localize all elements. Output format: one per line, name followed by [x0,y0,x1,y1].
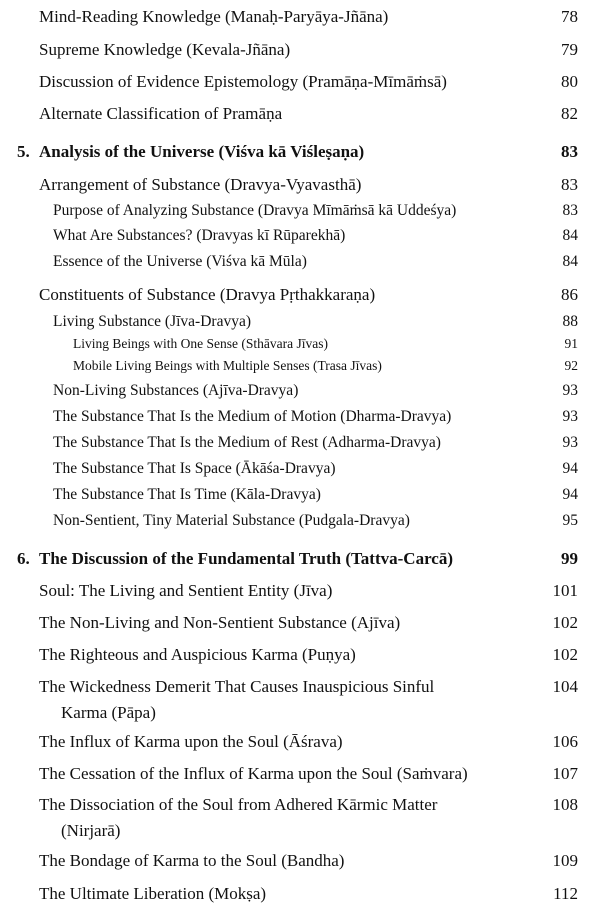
toc-entry [0,433,600,453]
toc-entry [0,312,600,332]
toc-entry-page: 83 [562,202,578,219]
toc-entry [0,731,600,753]
toc-entry-page: 86 [561,285,578,304]
toc-entry-title: The Substance That Is Time (Kāla-Dravya) [53,486,321,503]
toc-entry [0,883,600,905]
toc-entry-title: Non-Living Substances (Ajīva-Dravya) [53,382,299,399]
toc-entry-title: Arrangement of Substance (Dravya-Vyavasthā) [39,175,362,194]
toc-entry-title: Purpose of Analyzing Substance (Dravya Mīmāṁsā kā Uddeśya) [53,202,457,219]
toc-entry-page: 93 [562,382,578,399]
toc-entry-title: Supreme Knowledge (Kevala-Jñāna) [39,40,291,59]
toc-entry-page: 78 [561,7,578,26]
toc-entry [0,6,600,28]
chapter-number: 6. [17,549,30,568]
toc-entry-title: Living Substance (Jīva-Dravya) [53,313,251,330]
toc-entry-page: 93 [562,408,578,425]
toc-chapter [0,141,600,163]
toc-entry-title: Living Beings with One Sense (Sthāvara Jīvas) [73,336,328,351]
toc-entry [0,174,600,196]
toc-entry-title: Non-Sentient, Tiny Material Substance (Pudgala-Dravya) [53,512,410,529]
toc-entry-page: 104 [552,677,578,696]
toc-entry-title: The Ultimate Liberation (Mokṣa) [39,884,267,903]
toc-entry [0,674,600,726]
toc-entry-page: 95 [562,512,578,529]
toc-chapter [0,548,600,570]
toc-entry [0,763,600,785]
toc-entry-page: 99 [561,549,578,568]
toc-entry [0,201,600,221]
toc-entry-title: What Are Substances? (Dravyas kī Rūparekhā) [53,227,346,244]
toc-entry-page: 94 [562,460,578,477]
toc-entry [0,39,600,61]
toc-entry-title: The Righteous and Auspicious Karma (Puṇya) [39,645,356,664]
toc-entry-title: Essence of the Universe (Viśva kā Mūla) [53,253,307,270]
toc-entry [0,485,600,505]
toc-entry-page: 82 [561,104,578,123]
toc-entry [0,71,600,93]
toc-entry-page: 107 [552,764,578,783]
toc-entry-page: 101 [552,581,578,600]
toc-entry-title: The Cessation of the Influx of Karma upon the Soul (Saṁvara) [39,764,468,783]
toc-entry-title: Constituents of Substance (Dravya Pṛthakkaraṇa) [39,285,376,304]
toc-entry-title: Soul: The Living and Sentient Entity (Jīva) [39,581,333,600]
toc-entry-title-continued: (Nirjarā) [61,821,121,840]
toc-entry-page: 92 [564,358,578,373]
toc-entry-title: Alternate Classification of Pramāṇa [39,104,283,123]
toc-entry [0,792,600,844]
toc-entry-page: 79 [561,40,578,59]
toc-entry [0,850,600,872]
toc-entry-title: The Substance That Is the Medium of Motion (Dharma-Dravya) [53,408,452,425]
toc-entry [0,357,600,375]
chapter-number: 5. [17,142,30,161]
toc-entry [0,511,600,531]
toc-entry-page: 102 [552,645,578,664]
toc-entry-page: 83 [561,175,578,194]
toc-entry-title-continued: Karma (Pāpa) [61,703,156,722]
toc-entry-page: 108 [552,795,578,814]
toc-entry [0,407,600,427]
toc-entry-page: 94 [562,486,578,503]
toc-entry-title: The Wickedness Demerit That Causes Inauspicious Sinful [39,677,435,696]
toc-entry [0,252,600,272]
chapter-title: Analysis of the Universe (Viśva kā Viśleṣaṇa) [39,142,365,161]
toc-entry-page: 112 [553,884,578,903]
toc-entry [0,284,600,306]
toc-entry-page: 84 [562,227,578,244]
toc-entry [0,381,600,401]
toc-entry-title: The Bondage of Karma to the Soul (Bandha) [39,851,345,870]
toc-entry [0,580,600,602]
toc-entry [0,644,600,666]
toc-entry [0,459,600,479]
toc-entry [0,612,600,634]
toc-entry-title: The Influx of Karma upon the Soul (Āśrava) [39,732,343,751]
toc-entry-title: The Substance That Is the Medium of Rest (Adharma-Dravya) [53,434,441,451]
toc-entry [0,226,600,246]
toc-entry-page: 83 [561,142,578,161]
toc-entry-title: Discussion of Evidence Epistemology (Pramāṇa-Mīmāṁsā) [39,72,447,91]
toc-entry [0,335,600,353]
toc-entry-page: 84 [562,253,578,270]
toc-entry-page: 106 [552,732,578,751]
toc-entry-page: 93 [562,434,578,451]
toc-entry [0,103,600,125]
toc-entry-page: 102 [552,613,578,632]
toc-entry-title: Mobile Living Beings with Multiple Senses (Trasa Jīvas) [73,358,382,373]
toc-entry-title: The Substance That Is Space (Ākāśa-Dravya) [53,460,336,477]
toc-entry-title: Mind-Reading Knowledge (Manaḥ-Paryāya-Jñāna) [39,7,389,26]
toc-entry-title: The Non-Living and Non-Sentient Substance (Ajīva) [39,613,401,632]
toc-entry-page: 91 [564,336,578,351]
toc-entry-title: The Dissociation of the Soul from Adhered Kārmic Matter [39,795,438,814]
chapter-title: The Discussion of the Fundamental Truth (Tattva-Carcā) [39,549,454,568]
toc-entry-page: 80 [561,72,578,91]
toc-entry-page: 109 [552,851,578,870]
toc-entry-page: 88 [562,313,578,330]
